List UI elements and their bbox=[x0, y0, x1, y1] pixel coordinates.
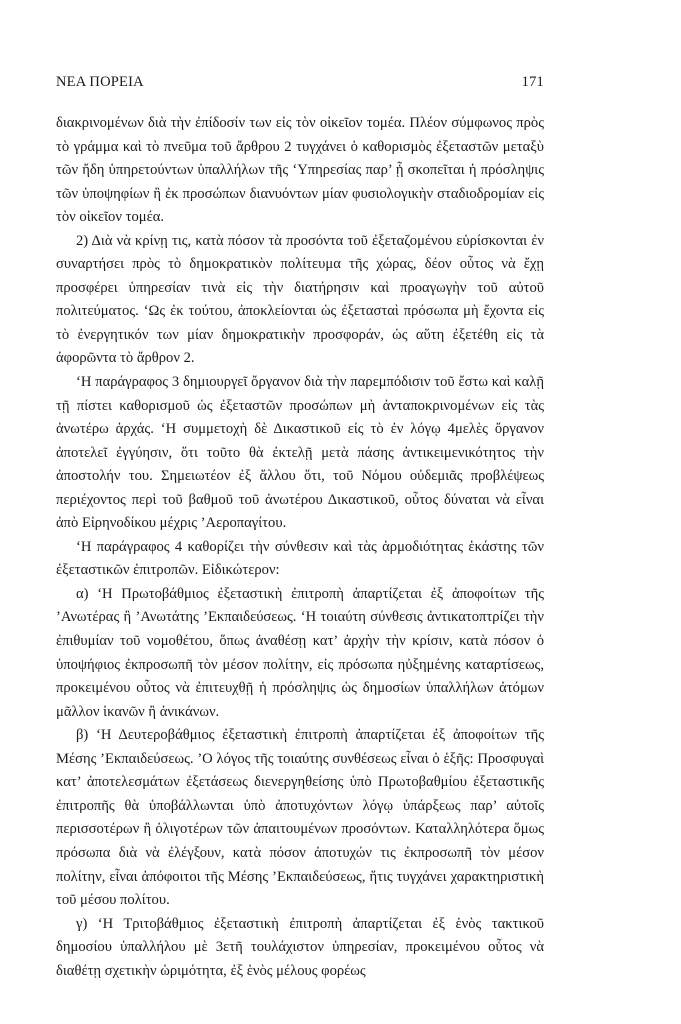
paragraph-section-3: ‘Η παράγραφος 3 δημιουργεῖ ὄργανον διὰ τὴν παρεμπόδισιν τοῦ ἔστω καὶ καλῇ τῇ πίστει καθορισμοῦ ὡς ἐξεταστῶν προσώπων μὴ ἀνταποκρινομένων εἰς τὰς ἀνωτέρω ἀρχάς. ‘Η συμμετοχὴ δὲ Δικαστικοῦ εἰς τὸ ἐν λόγῳ 4μελὲς ὄργανον ἀποτελεῖ ἐγγύησιν, ὅτι τοῦτο θὰ ἐκτελῇ μετὰ πάσης ἀντικειμενικότητος τὴν ἀποστολήν του. Σημειωτέον ἐξ ἄλλου ὅτι, τοῦ Νόμου οὐδεμιᾶς προβλέψεως περιέχοντος περὶ τοῦ βαθμοῦ τοῦ ἀνωτέρου Δικαστικοῦ, οὗτος δύναται νὰ εἶναι ἀπὸ Εἰρηνοδίκου μέχρις ’Αεροπαγίτου. bbox=[56, 374, 544, 532]
page-number: 171 bbox=[521, 74, 544, 90]
paragraph-item-a: α) ‘Η Πρωτοβάθμιος ἐξεταστικὴ ἐπιτροπὴ ἀπαρτίζεται ἐξ ἀποφοίτων τῆς ’Ανωτέρας ἢ ’Ανωτάτης ’Εκπαιδεύσεως. ‘Η τοιαύτη σύνθεσις ἀντικατοπτρίζει τὴν ἐπιθυμίαν τοῦ νομοθέτου, ὅπως ἀναθέσῃ κατ’ ἀρχὴν τὴν κρίσιν, κατὰ πόσον ὁ ὑποψήφιος ἐκπροσωπῆ τὸν μέσον πολίτην, εἰς πρόσωπα ηὐξημένης καταρτίσεως, προκειμένου οὗτος νὰ ἐπιτευχθῇ ἡ πρόσληψις ὡς δημοσίων ὑπαλλήλων ἀτόμων μᾶλλον ἱκανῶν ἢ ἀνικάνων. bbox=[56, 585, 544, 720]
journal-title: ΝΕΑ ΠΟΡΕΙΑ bbox=[56, 74, 144, 90]
paragraph-point-2: 2) Διὰ νὰ κρίνῃ τις, κατὰ πόσον τὰ προσόντα τοῦ ἐξεταζομένου εὑρίσκονται ἐν συναρτήσει πρὸς τὸ δημοκρατικὸν πολίτευμα τῆς χώρας, δέον οὗτος νὰ ἔχῃ προσφέρει ὑπηρεσίαν τινὰ εἰς τὴν διατήρησιν καὶ προαγωγὴν τοῦ αὐτοῦ πολιτεύματος. ‘Ως ἐκ τούτου, ἀποκλείονται ὡς ἐξετασταὶ πρόσωπα μὴ ἔχοντα εἰς τὸ ἐνεργητικόν των μίαν δημοκρατικὴν προσφοράν, ὡς αὕτη ἐξετέθη εἰς τὰ ἀφορῶντα τὸ ἄρθρον 2. bbox=[56, 232, 544, 367]
paragraph-item-b: β) ‘Η Δευτεροβάθμιος ἐξεταστικὴ ἐπιτροπὴ ἀπαρτίζεται ἐξ ἀποφοίτων τῆς Μέσης ’Εκπαιδεύσεως. ’Ο λόγος τῆς τοιαύτης συνθέσεως εἶναι ὁ ἑξῆς: Προσφυγαὶ κατ’ ἀποτελεσμάτων ἐξετάσεως διενεργηθείσης ὑπὸ Πρωτοβαθμίου ἐξεταστικῆς ἐπιτροπῆς θὰ ὑποβάλλωνται ὑπὸ ἀποτυχόντων λόγῳ ὑπάρξεως παρ’ αὐτοῖς περισσοτέρων ἢ ὀλιγοτέρων τῶν ἀπαιτουμένων προσόντων. Καταλληλότερα ὅμως πρόσωπα διὰ νὰ ἐλέγξουν, κατὰ πόσον ἀποτυχών τις ἐκπροσωπῆ τὸν μέσον πολίτην, εἶναι ἀπόφοιτοι τῆς Μέσης ’Εκπαιδεύσεως, ἥτις τυγχάνει χαρακτηριστικὴ τοῦ μέσου πολίτου. bbox=[56, 727, 544, 909]
paragraph-continuation: διακρινομένων διὰ τὴν ἐπίδοσίν των εἰς τὸν οἰκεῖον τομέα. Πλέον σύμφωνος πρὸς τὸ γράμμα καὶ τὸ πνεῦμα τοῦ ἄρθρου 2 τυγχάνει ὁ καθορισμὸς ἐξεταστῶν μεταξὺ τῶν ἤδη ὑπηρετούντων ὑπαλλήλων τῆς ‘Υπηρεσίας παρ’ ᾗ σκοπεῖται ἡ πρόσληψις τῶν ὑποψηφίων ἢ ἐκ προσώπων διανυόντων μίαν φυσιολογικὴν σταδιοδρομίαν εἰς τὸν οἰκεῖον τομέα. bbox=[56, 115, 544, 226]
body-text bbox=[56, 112, 544, 983]
paragraph-section-4: ‘Η παράγραφος 4 καθορίζει τὴν σύνθεσιν καὶ τὰς ἁρμοδιότητας ἑκάστης τῶν ἐξεταστικῶν ἐπιτροπῶν. Εἰδικώτερον: bbox=[56, 538, 544, 579]
document-page bbox=[56, 74, 544, 983]
running-head bbox=[56, 74, 544, 91]
paragraph-item-c: γ) ‘Η Τριτοβάθμιος ἐξεταστικὴ ἐπιτροπὴ ἀπαρτίζεται ἐξ ἑνὸς τακτικοῦ δημοσίου ὑπαλλήλου μὲ 3ετῆ τουλάχιστον ὑπηρεσίαν, προκειμένου οὗτος νὰ διαθέτῃ σχετικὴν ὡριμότητα, ἐξ ἑνὸς μέλους φορέως bbox=[56, 915, 544, 979]
